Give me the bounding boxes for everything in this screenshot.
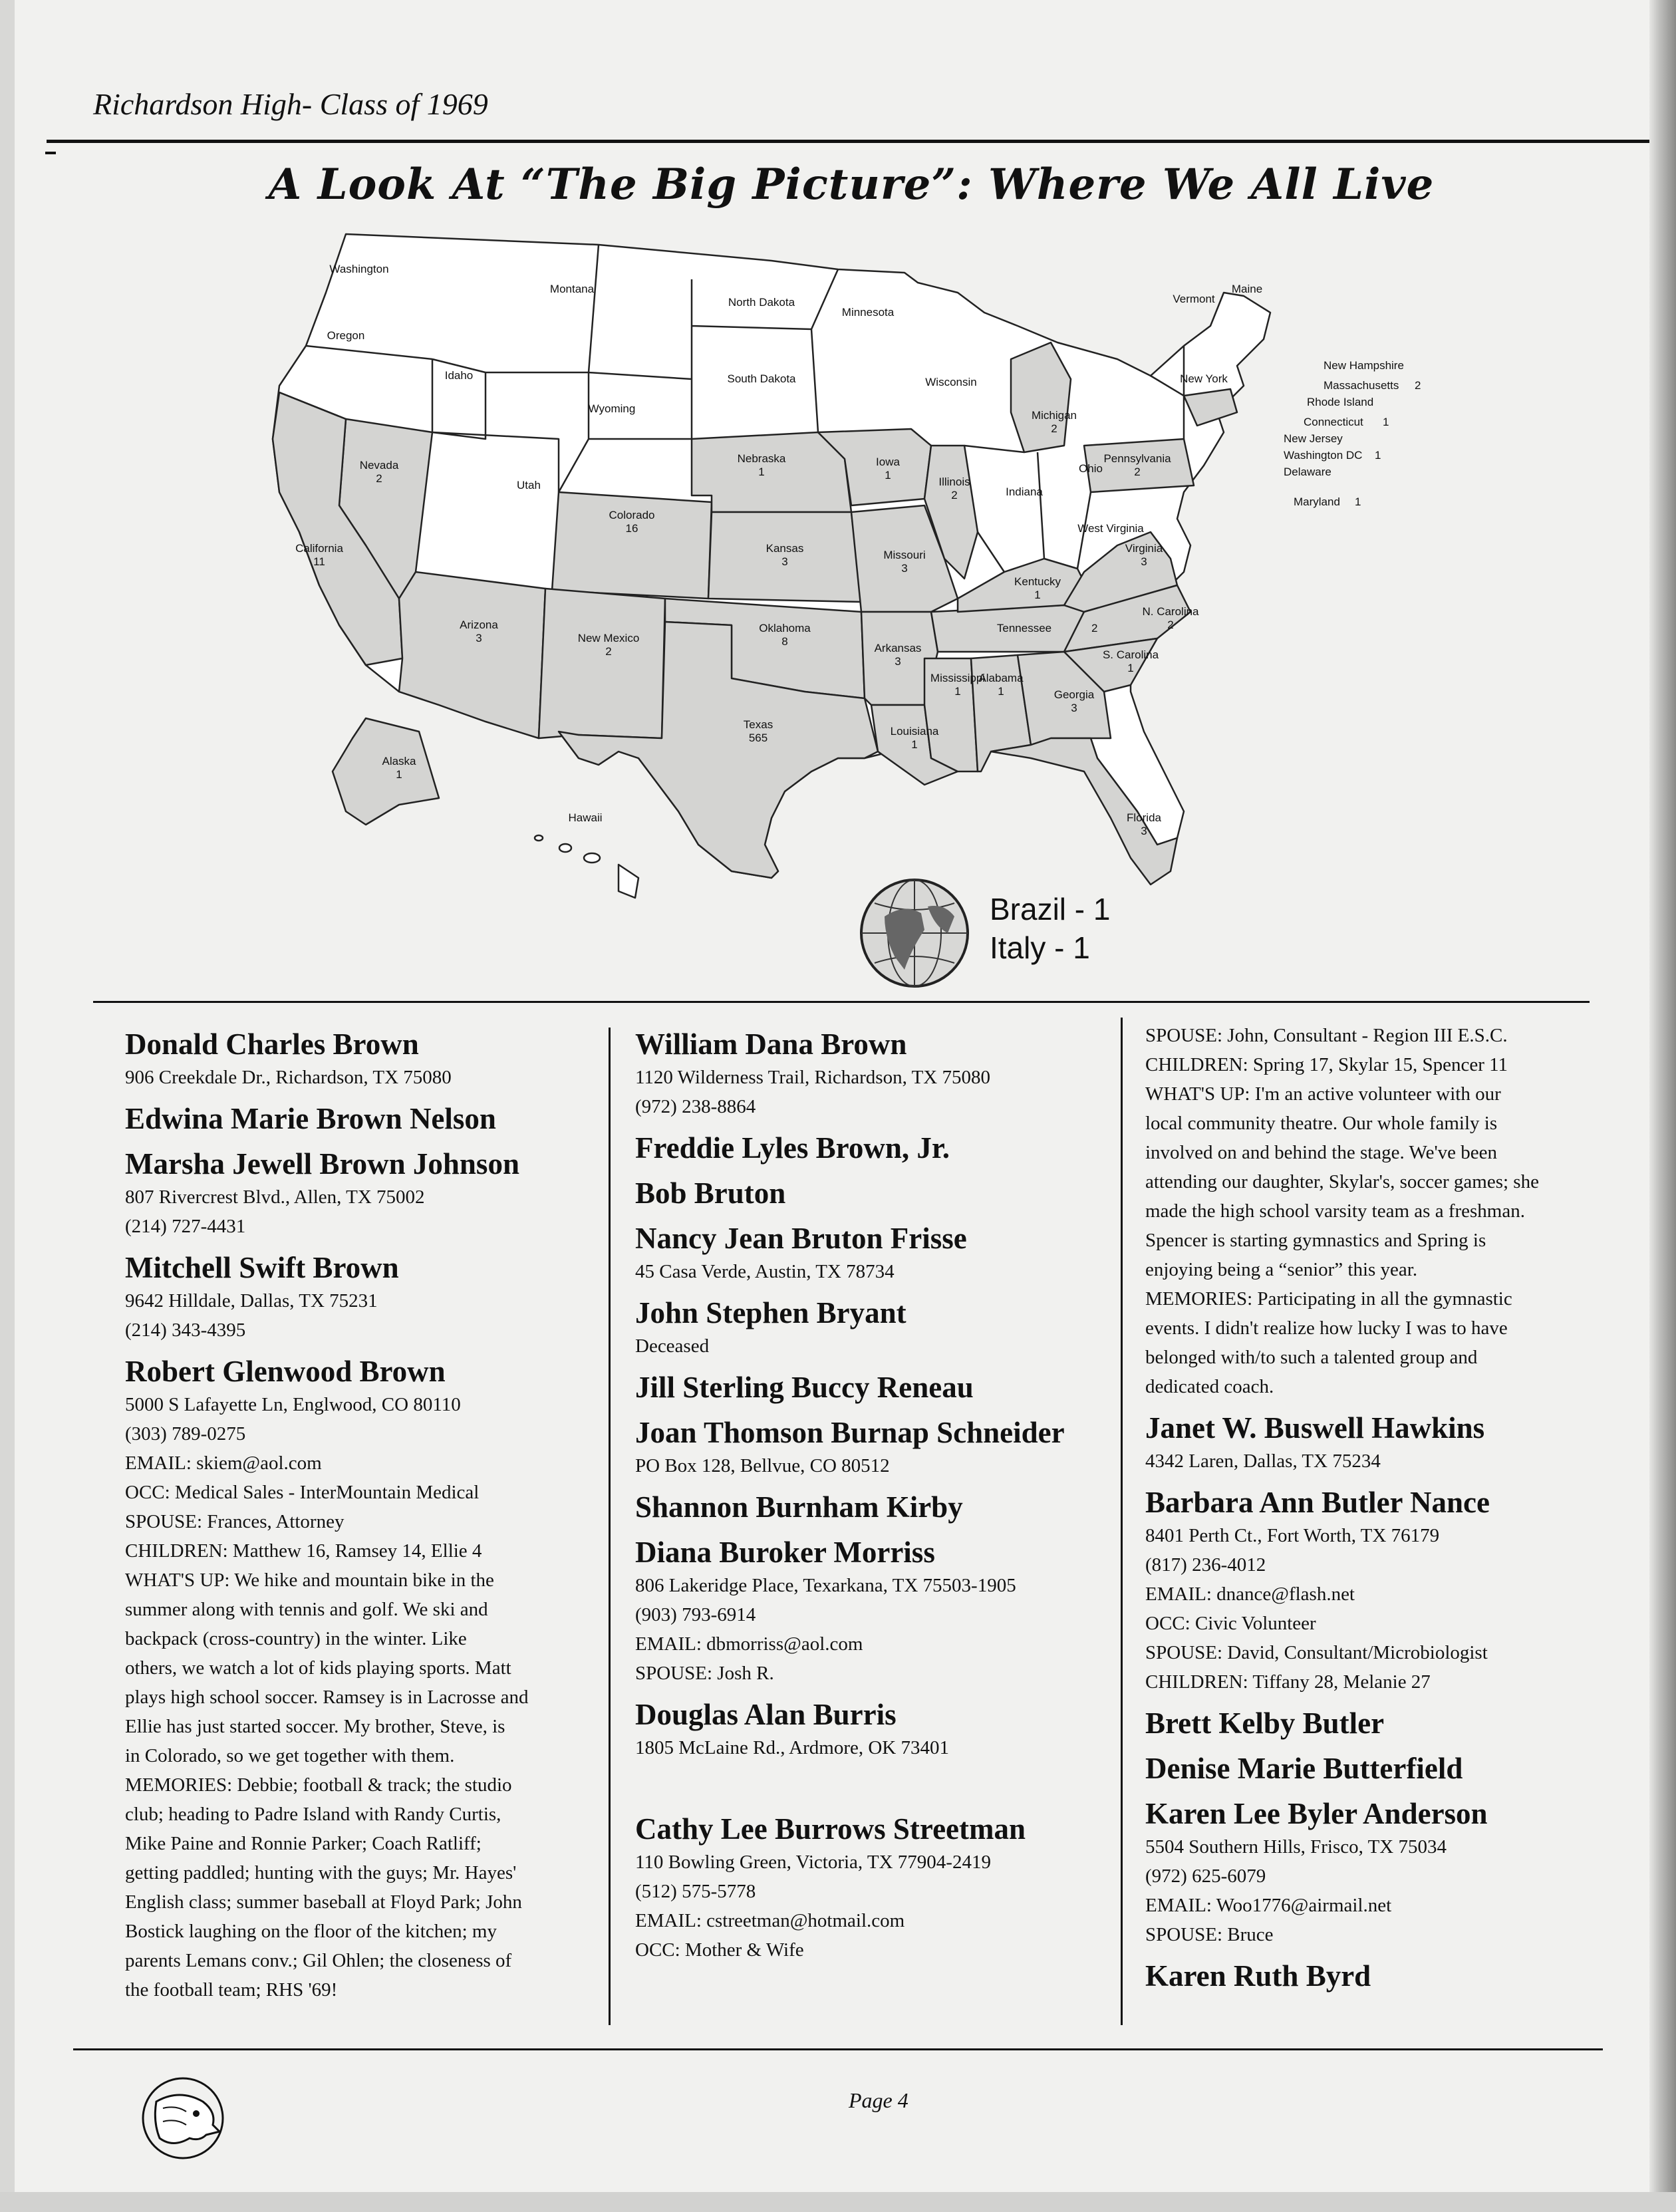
state-label: Virginia <box>1125 542 1163 555</box>
classmate-detail: (903) 793-6914 <box>635 1604 756 1625</box>
classmate-detail: in Colorado, so we get together with them. <box>125 1745 455 1766</box>
classmate-detail: Bostick laughing on the floor of the kitchen; my <box>125 1921 497 1942</box>
state-label: Kansas <box>766 542 804 555</box>
classmate-detail: (817) 236-4012 <box>1145 1554 1266 1576</box>
state-count: 2 <box>1415 379 1421 392</box>
state-label: Michigan <box>1031 409 1077 422</box>
state-count: 3 <box>1071 702 1077 714</box>
classmate-detail: 906 Creekdale Dr., Richardson, TX 75080 <box>125 1067 452 1088</box>
classmate-detail: (303) 789-0275 <box>125 1423 246 1445</box>
classmate-name: Marsha Jewell Brown Johnson <box>125 1147 519 1180</box>
classmate-name: Shannon Burnham Kirby <box>635 1490 963 1524</box>
state-label: Rhode Island <box>1307 396 1374 408</box>
state-count: 1 <box>1034 589 1041 601</box>
intl-brazil: Brazil - 1 <box>990 892 1111 926</box>
state-count: 1 <box>396 768 402 781</box>
classmate-detail: 110 Bowling Green, Victoria, TX 77904-2419 <box>635 1852 991 1873</box>
state-count: 2 <box>605 645 612 658</box>
state-label: Arizona <box>460 619 498 631</box>
state-label: Vermont <box>1173 293 1215 305</box>
scan-edge-left <box>0 0 15 2212</box>
state-label: Arkansas <box>874 642 922 654</box>
us-map <box>266 226 1463 971</box>
classmate-detail: EMAIL: skiem@aol.com <box>125 1452 322 1474</box>
state-label: Florida <box>1127 811 1161 824</box>
spacer <box>635 1762 1114 1802</box>
directory-entry <box>635 1129 1114 1167</box>
state-count: 2 <box>376 472 382 485</box>
state-label: Montana <box>549 283 595 295</box>
classmate-detail: Spencer is starting gymnastics and Spring is <box>1145 1230 1486 1251</box>
state-count: 3 <box>1141 555 1147 568</box>
classmate-detail: (972) 238-8864 <box>635 1096 756 1117</box>
classmate-name: Brett Kelby Butler <box>1145 1707 1385 1740</box>
classmate-detail: enjoying being a “senior” this year. <box>1145 1259 1418 1280</box>
column-divider-1 <box>609 1028 611 2025</box>
classmate-name: Denise Marie Butterfield <box>1145 1752 1463 1785</box>
classmate-name: Douglas Alan Burris <box>635 1698 897 1731</box>
directory-entry <box>1145 1957 1624 1995</box>
classmate-name: Bob Bruton <box>635 1176 786 1210</box>
state-label: North Dakota <box>728 296 795 309</box>
state-count: 3 <box>476 632 482 644</box>
state-label: Utah <box>517 479 541 491</box>
state-count: 16 <box>625 522 638 535</box>
directory-entry <box>125 1100 604 1137</box>
directory-entry <box>125 1353 604 2005</box>
state-count: 11 <box>313 555 325 568</box>
classmate-detail: others, we watch a lot of kids playing sports. Matt <box>125 1657 511 1679</box>
classmate-detail: SPOUSE: John, Consultant - Region III E.S.C. <box>1145 1025 1508 1046</box>
state-label: Tennessee <box>996 622 1052 634</box>
state-label: Washington DC <box>1284 449 1363 462</box>
state-label: Ohio <box>1079 462 1103 475</box>
page-heading: A Look At “The Big Picture”: Where We All Live <box>268 160 1435 209</box>
classmate-detail: backpack (cross-country) in the winter. Like <box>125 1628 467 1649</box>
state-label: Oklahoma <box>759 622 811 634</box>
classmate-detail: 806 Lakeridge Place, Texarkana, TX 75503-1905 <box>635 1575 1016 1596</box>
classmate-name: Edwina Marie Brown Nelson <box>125 1102 496 1135</box>
page-number: Page 4 <box>849 2088 908 2112</box>
directory-entry <box>1145 1409 1624 1476</box>
classmate-name: Donald Charles Brown <box>125 1028 419 1061</box>
header-tick <box>45 152 56 154</box>
directory-entry <box>125 1145 604 1241</box>
state-label: Iowa <box>876 456 900 468</box>
classmate-detail: EMAIL: dnance@flash.net <box>1145 1584 1355 1605</box>
state-label: Missouri <box>883 549 926 561</box>
state-count: 1 <box>911 738 918 751</box>
state-label: Alaska <box>382 755 416 767</box>
classmate-detail: SPOUSE: Josh R. <box>635 1663 774 1684</box>
directory-entry <box>635 1696 1114 1762</box>
state-label: Alabama <box>978 672 1024 684</box>
classmate-name: Jill Sterling Buccy Reneau <box>635 1371 974 1404</box>
classmate-name: Freddie Lyles Brown, Jr. <box>635 1131 950 1165</box>
scan-edge-right <box>1649 0 1676 2212</box>
directory-entry <box>635 1026 1114 1121</box>
state-count: 1 <box>758 466 765 478</box>
classmate-detail: CHILDREN: Tiffany 28, Melanie 27 <box>1145 1671 1431 1693</box>
classmate-detail: belonged with/to such a talented group and <box>1145 1347 1478 1368</box>
directory-column-1 <box>125 1018 604 2005</box>
classmate-detail: Ellie has just started soccer. My brother, Steve, is <box>125 1716 505 1737</box>
directory-column-2 <box>635 1018 1114 1965</box>
state-count: 2 <box>951 489 958 501</box>
classmate-name: Barbara Ann Butler Nance <box>1145 1486 1490 1519</box>
classmate-name: Joan Thomson Burnap Schneider <box>635 1416 1065 1449</box>
state-count: 1 <box>998 685 1004 698</box>
column-divider-2 <box>1121 1018 1123 2025</box>
classmate-detail: OCC: Mother & Wife <box>635 1939 804 1961</box>
classmate-name: Karen Ruth Byrd <box>1145 1959 1371 1993</box>
state-label: Maryland <box>1294 495 1340 508</box>
classmate-name: Cathy Lee Burrows Streetman <box>635 1812 1026 1846</box>
state-label: Nevada <box>359 459 399 472</box>
intl-italy: Italy - 1 <box>990 930 1090 965</box>
state-new-mexico <box>539 589 665 738</box>
classmate-name: Mitchell Swift Brown <box>125 1251 399 1284</box>
state-label: South Dakota <box>727 372 796 385</box>
state-count: 565 <box>748 732 768 744</box>
state-colorado <box>552 492 712 599</box>
classmate-detail: local community theatre. Our whole family is <box>1145 1113 1498 1134</box>
classmate-detail: EMAIL: cstreetman@hotmail.com <box>635 1910 905 1931</box>
state-label: California <box>295 542 343 555</box>
directory-entry <box>635 1534 1114 1688</box>
classmate-name: Karen Lee Byler Anderson <box>1145 1797 1488 1830</box>
state-label: West Virginia <box>1077 522 1144 535</box>
classmate-detail: plays high school soccer. Ramsey is in Lacrosse and <box>125 1687 529 1708</box>
classmate-detail: SPOUSE: David, Consultant/Microbiologist <box>1145 1642 1488 1663</box>
state-count: 3 <box>895 655 901 668</box>
classmate-detail: CHILDREN: Spring 17, Skylar 15, Spencer 11 <box>1145 1054 1508 1075</box>
classmate-detail: parents Lemans conv.; Gil Ohlen; the closeness of <box>125 1950 512 1971</box>
state-label: New York <box>1180 372 1228 385</box>
classmate-detail: OCC: Civic Volunteer <box>1145 1613 1316 1634</box>
state-label: Texas <box>743 718 773 731</box>
directory-entry <box>635 1762 1114 1965</box>
state-count: 1 <box>954 685 961 698</box>
classmate-detail: SPOUSE: Bruce <box>1145 1924 1274 1945</box>
classmate-name: Diana Buroker Morriss <box>635 1536 935 1569</box>
classmate-detail: 8401 Perth Ct., Fort Worth, TX 76179 <box>1145 1525 1440 1546</box>
classmate-detail: OCC: Medical Sales - InterMountain Medical <box>125 1482 480 1503</box>
classmate-detail: MEMORIES: Participating in all the gymnastic <box>1145 1288 1512 1310</box>
classmate-detail: EMAIL: dbmorriss@aol.com <box>635 1633 863 1655</box>
state-count: 2 <box>1134 466 1141 478</box>
classmate-detail: club; heading to Padre Island with Randy Curtis, <box>125 1804 501 1825</box>
classmate-name: John Stephen Bryant <box>635 1296 907 1329</box>
classmate-name: Robert Glenwood Brown <box>125 1355 446 1388</box>
state-label: Kentucky <box>1014 575 1061 588</box>
directory-entry <box>635 1369 1114 1406</box>
state-count: 2 <box>1167 619 1174 631</box>
state-label: Nebraska <box>737 452 786 465</box>
classmate-detail: English class; summer baseball at Floyd Park; John <box>125 1891 522 1913</box>
state-nebraska <box>692 432 851 512</box>
classmate-detail: WHAT'S UP: We hike and mountain bike in the <box>125 1570 494 1591</box>
state-label: Wisconsin <box>925 376 977 388</box>
state-label: Connecticut <box>1304 416 1363 428</box>
classmate-detail: MEMORIES: Debbie; football & track; the studio <box>125 1774 512 1796</box>
state-alaska <box>333 718 439 825</box>
classmate-detail: 5504 Southern Hills, Frisco, TX 75034 <box>1145 1836 1447 1858</box>
directory-entry <box>635 1488 1114 1526</box>
classmate-detail: (972) 625-6079 <box>1145 1866 1266 1887</box>
classmate-detail: getting paddled; hunting with the guys; Mr. Hayes' <box>125 1862 517 1883</box>
classmate-detail: EMAIL: Woo1776@airmail.net <box>1145 1895 1392 1916</box>
state-label: Pennsylvania <box>1103 452 1171 465</box>
directory-column-3 <box>1145 1021 1624 1995</box>
state-count: 3 <box>781 555 788 568</box>
globe-icon <box>858 877 971 990</box>
directory-entry <box>635 1175 1114 1212</box>
state-count: 3 <box>1141 825 1147 837</box>
state-label: New Mexico <box>577 632 640 644</box>
state-label: Louisiana <box>890 725 939 738</box>
directory-entry <box>1145 1021 1624 1401</box>
classmate-detail: WHAT'S UP: I'm an active volunteer with our <box>1145 1083 1501 1105</box>
classmate-detail: Deceased <box>635 1335 710 1357</box>
classmate-name: Nancy Jean Bruton Frisse <box>635 1222 967 1255</box>
state-count: 1 <box>1355 495 1361 508</box>
classmate-detail: attending our daughter, Skylar's, soccer games; she <box>1145 1171 1539 1192</box>
classmate-detail: involved on and behind the stage. We've been <box>1145 1142 1498 1163</box>
state-count: 3 <box>901 562 908 575</box>
directory-entry <box>1145 1750 1624 1787</box>
state-label: Illinois <box>938 476 970 488</box>
classmate-detail: dedicated coach. <box>1145 1376 1274 1397</box>
directory-entry <box>635 1294 1114 1361</box>
state-label: S. Carolina <box>1102 648 1159 661</box>
classmate-detail: (512) 575-5778 <box>635 1881 756 1902</box>
classmate-detail: 5000 S Lafayette Ln, Englwood, CO 80110 <box>125 1394 461 1415</box>
state-arizona <box>399 572 545 738</box>
state-label: Massachusetts <box>1324 379 1399 392</box>
directory-entry <box>635 1220 1114 1286</box>
state-label: Washington <box>329 263 389 275</box>
state-label: New Hampshire <box>1324 359 1404 372</box>
state-label: N. Carolina <box>1142 605 1199 618</box>
header-title: Richardson High- Class of 1969 <box>93 87 488 121</box>
directory-entry <box>125 1249 604 1345</box>
state-label: Maine <box>1231 283 1263 295</box>
directory-entry <box>635 1414 1114 1480</box>
state-count: 1 <box>1127 662 1134 674</box>
state-label: Idaho <box>444 369 474 382</box>
classmate-detail: 807 Rivercrest Blvd., Allen, TX 75002 <box>125 1186 425 1208</box>
state-count: 2 <box>1091 622 1098 634</box>
classmate-detail: PO Box 128, Bellvue, CO 80512 <box>635 1455 890 1476</box>
classmate-detail: (214) 727-4431 <box>125 1216 246 1237</box>
classmate-detail: 1120 Wilderness Trail, Richardson, TX 75080 <box>635 1067 990 1088</box>
directory-entry <box>1145 1484 1624 1697</box>
state-label: Georgia <box>1053 688 1095 701</box>
classmate-detail: 9642 Hilldale, Dallas, TX 75231 <box>125 1290 378 1312</box>
state-count: 2 <box>1051 422 1057 435</box>
state-label: Minnesota <box>841 306 895 319</box>
classmate-detail: SPOUSE: Frances, Attorney <box>125 1511 345 1532</box>
classmate-detail: Mike Paine and Ronnie Parker; Coach Ratliff; <box>125 1833 482 1854</box>
state-count: 1 <box>885 469 891 482</box>
state-label: Wyoming <box>588 402 636 415</box>
directory-entry <box>1145 1795 1624 1949</box>
classmate-detail: the football team; RHS '69! <box>125 1979 338 2001</box>
state-count: 1 <box>1383 416 1389 428</box>
state-label: Colorado <box>609 509 655 521</box>
state-label: Indiana <box>1006 485 1043 498</box>
eagle-icon <box>140 2075 226 2161</box>
classmate-detail: events. I didn't realize how lucky I was to have <box>1145 1317 1508 1339</box>
state-label: Hawaii <box>568 811 603 824</box>
directory-entry <box>1145 1705 1624 1742</box>
state-label: Oregon <box>327 329 365 342</box>
scan-edge-bottom <box>0 2192 1676 2212</box>
state-label: Delaware <box>1284 466 1331 478</box>
state-count: 1 <box>1375 449 1381 462</box>
directory-entry <box>125 1026 604 1092</box>
classmate-detail: 4342 Laren, Dallas, TX 75234 <box>1145 1451 1381 1472</box>
state-label: New Jersey <box>1284 432 1343 445</box>
classmate-detail: CHILDREN: Matthew 16, Ramsey 14, Ellie 4 <box>125 1540 482 1562</box>
classmate-detail: 45 Casa Verde, Austin, TX 78734 <box>635 1261 895 1282</box>
footer-rule <box>73 2048 1603 2050</box>
classmate-detail: made the high school varsity team as a freshman. <box>1145 1200 1525 1222</box>
classmate-detail: (214) 343-4395 <box>125 1319 246 1341</box>
classmate-detail: 1805 McLaine Rd., Ardmore, OK 73401 <box>635 1737 949 1758</box>
classmate-name: William Dana Brown <box>635 1028 907 1061</box>
classmate-detail: summer along with tennis and golf. We ski and <box>125 1599 488 1620</box>
state-count: 8 <box>781 635 788 648</box>
map-bottom-rule <box>93 1001 1590 1003</box>
state-label: Mississippi <box>930 672 986 684</box>
classmate-name: Janet W. Buswell Hawkins <box>1145 1411 1485 1445</box>
header-rule <box>47 140 1649 143</box>
